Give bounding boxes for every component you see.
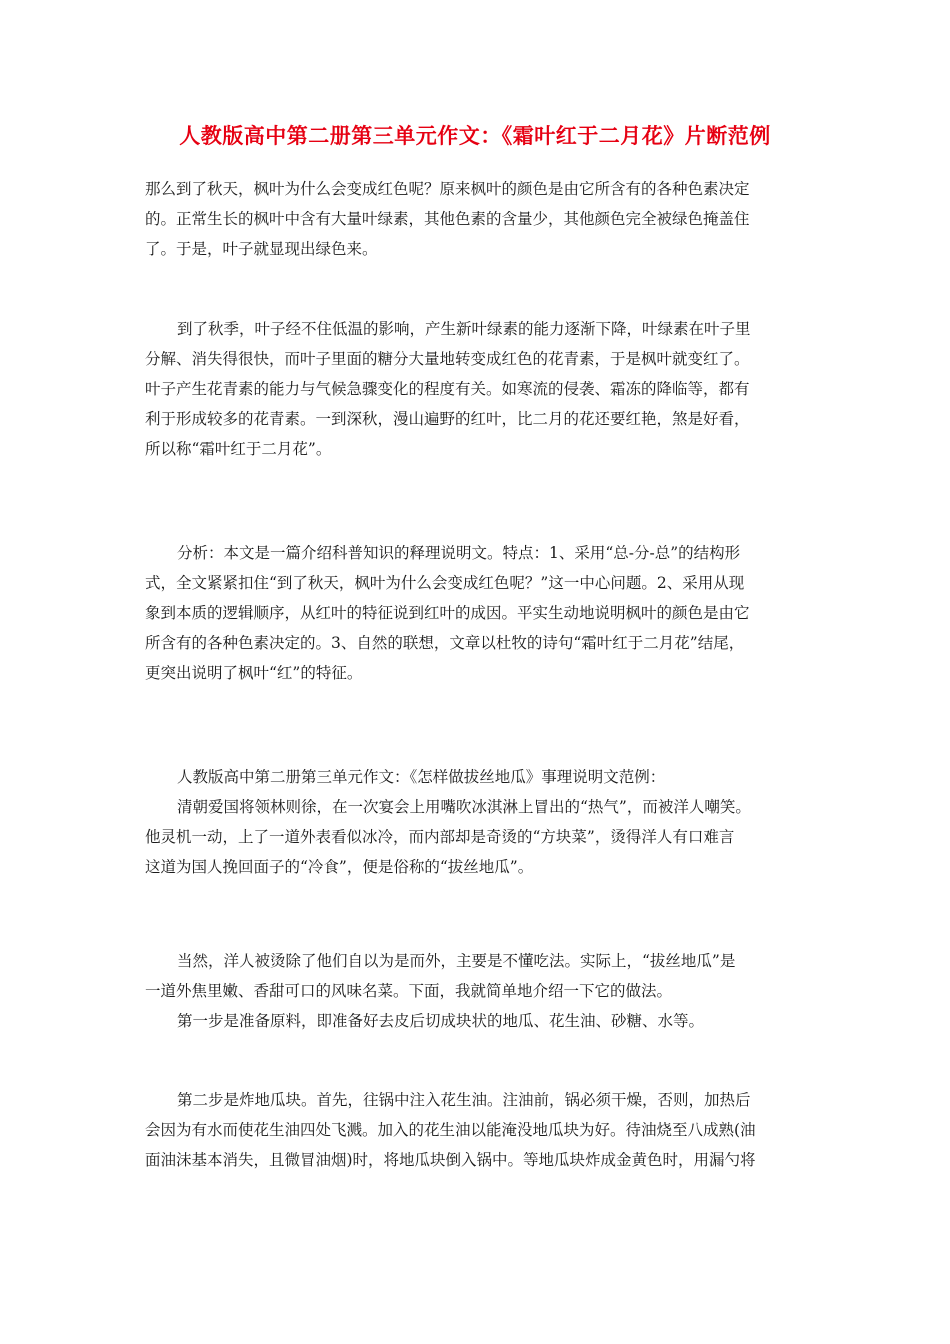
text-line: 这道为国人挽回面子的“冷食”，便是俗称的“拔丝地瓜”。 <box>145 858 534 876</box>
paragraph-4 <box>145 762 815 882</box>
text-line: 叶子产生花青素的能力与气候急骤变化的程度有关。如寒流的侵袭、霜冻的降临等，都有 <box>145 380 750 398</box>
text-line: 所含有的各种色素决定的。3、自然的联想，文章以杜牧的诗句“霜叶红于二月花”结尾， <box>145 634 745 652</box>
paragraph-5 <box>145 946 815 1036</box>
paragraph-6 <box>145 1085 815 1175</box>
text-line: 人教版高中第二册第三单元作文：《怎样做拔丝地瓜》事理说明文范例： <box>177 768 666 786</box>
text-line: 分析：本文是一篇介绍科普知识的释理说明文。特点：1、采用“总-分-总”的结构形 <box>177 544 741 562</box>
text-line: 会因为有水而使花生油四处飞溅。加入的花生油以能淹没地瓜块为好。待油烧至八成熟(油 <box>145 1121 756 1139</box>
text-line: 分解、消失得很快，而叶子里面的糖分大量地转变成红色的花青素，于是枫叶就变红了。 <box>145 350 750 368</box>
text-line: 清朝爱国将领林则徐，在一次宴会上用嘴吹冰淇淋上冒出的“热气”，而被洋人嘲笑。 <box>177 798 751 816</box>
text-line: 更突出说明了枫叶“红”的特征。 <box>145 664 363 682</box>
text-line: 当然，洋人被烫除了他们自以为是而外，主要是不懂吃法。实际上，“拔丝地瓜”是 <box>177 952 736 970</box>
text-line: 所以称“霜叶红于二月花”。 <box>145 440 332 458</box>
text-line: 到了秋季，叶子经不住低温的影响，产生新叶绿素的能力逐渐下降，叶绿素在叶子里 <box>177 320 751 338</box>
text-line: 象到本质的逻辑顺序，从红叶的特征说到红叶的成因。平实生动地说明枫叶的颜色是由它 <box>145 604 750 622</box>
document-title: 人教版高中第二册第三单元作文：《霜叶红于二月花》片断范例 <box>179 123 771 148</box>
paragraph-analysis <box>145 538 815 688</box>
text-line: 那么到了秋天，枫叶为什么会变成红色呢？原来枫叶的颜色是由它所含有的各种色素决定 <box>145 180 750 198</box>
text-line: 的。正常生长的枫叶中含有大量叶绿素，其他色素的含量少，其他颜色完全被绿色掩盖住 <box>145 210 750 228</box>
paragraph-1 <box>145 174 815 264</box>
text-line: 第二步是炸地瓜块。首先，往锅中注入花生油。注油前，锅必须干燥，否则，加热后 <box>177 1091 751 1109</box>
text-line: 了。于是，叶子就显现出绿色来。 <box>145 240 378 258</box>
text-line: 面油沫基本消失，且微冒油烟)时，将地瓜块倒入锅中。等地瓜块炸成金黄色时，用漏勺将 <box>145 1151 756 1169</box>
text-line: 他灵机一动，上了一道外表看似冰冷，而内部却是奇烫的“方块菜”，烫得洋人有口难言 <box>145 828 735 846</box>
paragraph-2 <box>145 314 815 464</box>
text-line: 式，全文紧紧扣住“到了秋天，枫叶为什么会变成红色呢？”这一中心问题。2、采用从现 <box>145 574 745 592</box>
text-line: 第一步是准备原料，即准备好去皮后切成块状的地瓜、花生油、砂糖、水等。 <box>177 1012 705 1030</box>
text-line: 利于形成较多的花青素。一到深秋，漫山遍野的红叶，比二月的花还要红艳，煞是好看， <box>145 410 750 428</box>
text-line: 一道外焦里嫩、香甜可口的风味名菜。下面，我就简单地介绍一下它的做法。 <box>145 982 673 1000</box>
